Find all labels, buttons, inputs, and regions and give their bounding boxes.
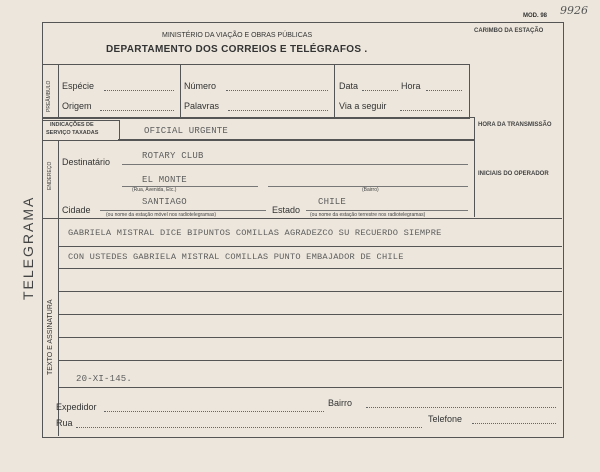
bairro-label: Bairro [328, 398, 353, 408]
station-stamp-label: CARIMBO DA ESTAÇÃO [474, 28, 544, 34]
telefone-field[interactable] [472, 423, 556, 424]
department-title: DEPARTAMENTO DOS CORREIOS E TELÉGRAFOS . [106, 44, 368, 55]
hora-transmissao-label: HORA DA TRANSMISSÃO [478, 122, 552, 128]
iniciais-operador-label: INICIAIS DO OPERADOR [478, 171, 549, 177]
estado-value: CHILE [318, 197, 347, 207]
form-code: MOD. 98 [523, 13, 548, 19]
estado-label: Estado [272, 205, 301, 215]
rua-field[interactable] [76, 427, 422, 428]
origem-field[interactable] [100, 110, 174, 111]
especie-label: Espécie [62, 81, 95, 91]
expedidor-label: Expedidor [56, 402, 97, 412]
palavras-label: Palavras [184, 101, 220, 111]
destinatario-field[interactable] [122, 164, 468, 165]
street-hint: (Rua, Avenida, Etc.) [132, 187, 177, 193]
via-field[interactable] [400, 110, 462, 111]
ministry-title: MINISTÉRIO DA VIAÇÃO E OBRAS PÚBLICAS [162, 32, 313, 39]
estado-field[interactable] [306, 210, 468, 211]
message-line-1: GABRIELA MISTRAL DICE BIPUNTOS COMILLAS AGRADEZCO SU RECUERDO SIEMPRE [68, 228, 442, 238]
destinatario-value: ROTARY CLUB [142, 151, 204, 161]
via-label: Via a seguir [339, 101, 387, 111]
data-label: Data [339, 81, 359, 91]
cidade-field[interactable] [100, 210, 266, 211]
origem-label: Origem [62, 101, 92, 111]
telefone-label: Telefone [428, 414, 463, 424]
palavras-field[interactable] [228, 110, 328, 111]
telegrama-label: TELEGRAMA [20, 195, 36, 300]
data-field[interactable] [362, 90, 398, 91]
numero-field[interactable] [226, 90, 328, 91]
estado-hint: (ou nome da estação terrestre nos radiotelegramas) [310, 212, 426, 218]
endereco-label: ENDEREÇO [47, 161, 53, 190]
hora-label: Hora [401, 81, 421, 91]
street-value: EL MONTE [142, 175, 187, 185]
cidade-value: SANTIAGO [142, 197, 187, 207]
message-date: 20-XI-145. [76, 374, 133, 384]
texto-assinatura-label: TEXTO E ASSINATURA [47, 299, 54, 375]
taxed-label-line1: INDICAÇÕES DE [50, 122, 94, 128]
cidade-hint: (ou nome da estação móvel nos radiotelegramas) [106, 212, 217, 218]
rua-label: Rua [56, 418, 73, 428]
message-line-2: CON USTEDES GABRIELA MISTRAL COMILLAS PUNTO EMBAJADOR DE CHILE [68, 252, 404, 262]
destinatario-label: Destinatário [62, 157, 111, 167]
numero-label: Número [184, 81, 217, 91]
expedidor-field[interactable] [104, 411, 324, 412]
hora-field[interactable] [426, 90, 462, 91]
footer-bairro-field[interactable] [366, 407, 556, 408]
cidade-label: Cidade [62, 205, 91, 215]
preambulo-label: PREÂMBULO [46, 80, 52, 112]
bairro-hint: (Bairro) [362, 187, 379, 193]
taxed-label-line2: SERVIÇO TAXADAS [46, 130, 99, 136]
taxed-value: OFICIAL URGENTE [144, 126, 229, 136]
especie-field[interactable] [104, 90, 174, 91]
handwritten-number: 9926 [560, 4, 588, 17]
